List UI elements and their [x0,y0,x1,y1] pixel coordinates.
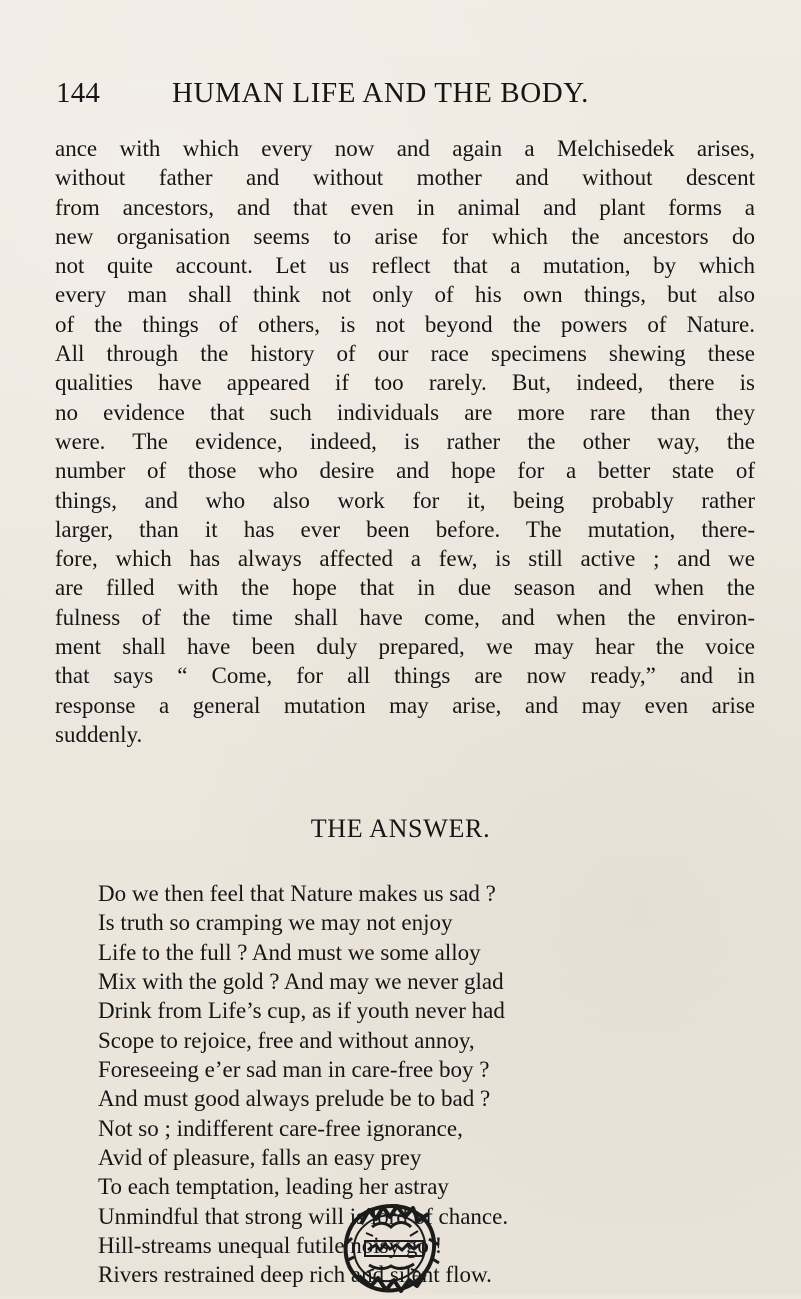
body-line: are filled with the hope that in due season and when the [55,575,755,601]
body-line: things, and who also work for it, being probably rather [55,487,755,513]
library-stamp-icon [341,1202,443,1294]
poem-line: And must good always prelude be to bad ? [98,1086,491,1112]
page-header [56,78,756,118]
body-line: every man shall think not only of his own things, but also [55,282,755,308]
poem-line: Life to the full ? And must we some alloy [98,939,481,965]
poem-line: Unmindful that strong will is lord of chance. [98,1203,509,1229]
body-line: that says “ Come, for all things are now ready,” and in [55,663,755,689]
body-line: fore, which has always affected a few, is still active ; and we [55,546,755,572]
body-line: new organisation seems to arise for which the ancestors do [55,223,755,249]
running-head: HUMAN LIFE AND THE BODY. [172,77,589,109]
body-line: larger, than it has ever been before. The mutation, there- [55,516,755,542]
poem-line: To each temptation, leading her astray [98,1174,449,1200]
body-line: not quite account. Let us reflect that a mutation, by which [55,253,755,279]
body-line: number of those who desire and hope for a better state of [55,458,755,484]
body-line: were. The evidence, indeed, is rather the other way, the [55,428,755,454]
poem-line: Drink from Life’s cup, as if youth never had [98,998,505,1024]
body-line: All through the history of our race specimens shewing these [55,341,755,367]
body-line: without father and without mother and without descent [55,165,755,191]
poem-line: Is truth so cramping we may not enjoy [98,910,453,936]
body-line: from ancestors, and that even in animal and plant forms a [55,194,755,220]
poem-line: Hill-streams unequal futile noisy go ! [98,1233,443,1259]
poem-line: Scope to rejoice, free and without annoy, [98,1027,475,1053]
body-text [55,134,755,749]
poem-line: Do we then feel that Nature makes us sad ? [98,881,496,906]
body-line: no evidence that such individuals are more rare than they [55,399,755,425]
page-number: 144 [56,77,101,109]
body-line: ance with which every now and again a Melchisedek arises, [55,136,755,161]
poem-line: Rivers restrained deep rich and silent flow. [98,1262,492,1288]
body-line: ment shall have been duly prepared, we may hear the voice [55,634,755,660]
poem-line: Avid of pleasure, falls an easy prey [98,1145,422,1171]
poem-line: Foreseeing e’er sad man in care-free boy ? [98,1057,490,1083]
body-line: of the things of others, is not beyond the powers of Nature. [55,311,755,337]
body-line: suddenly. [55,721,143,747]
poem-line: Mix with the gold ? And may we never glad [98,969,504,995]
body-line: qualities have appeared if too rarely. But, indeed, there is [55,370,755,396]
body-line: response a general mutation may arise, and may even arise [55,692,755,718]
section-heading: THE ANSWER. [310,814,491,843]
body-line: fulness of the time shall have come, and when the environ- [55,604,755,630]
poem-line: Not so ; indifferent care-free ignorance, [98,1115,463,1141]
